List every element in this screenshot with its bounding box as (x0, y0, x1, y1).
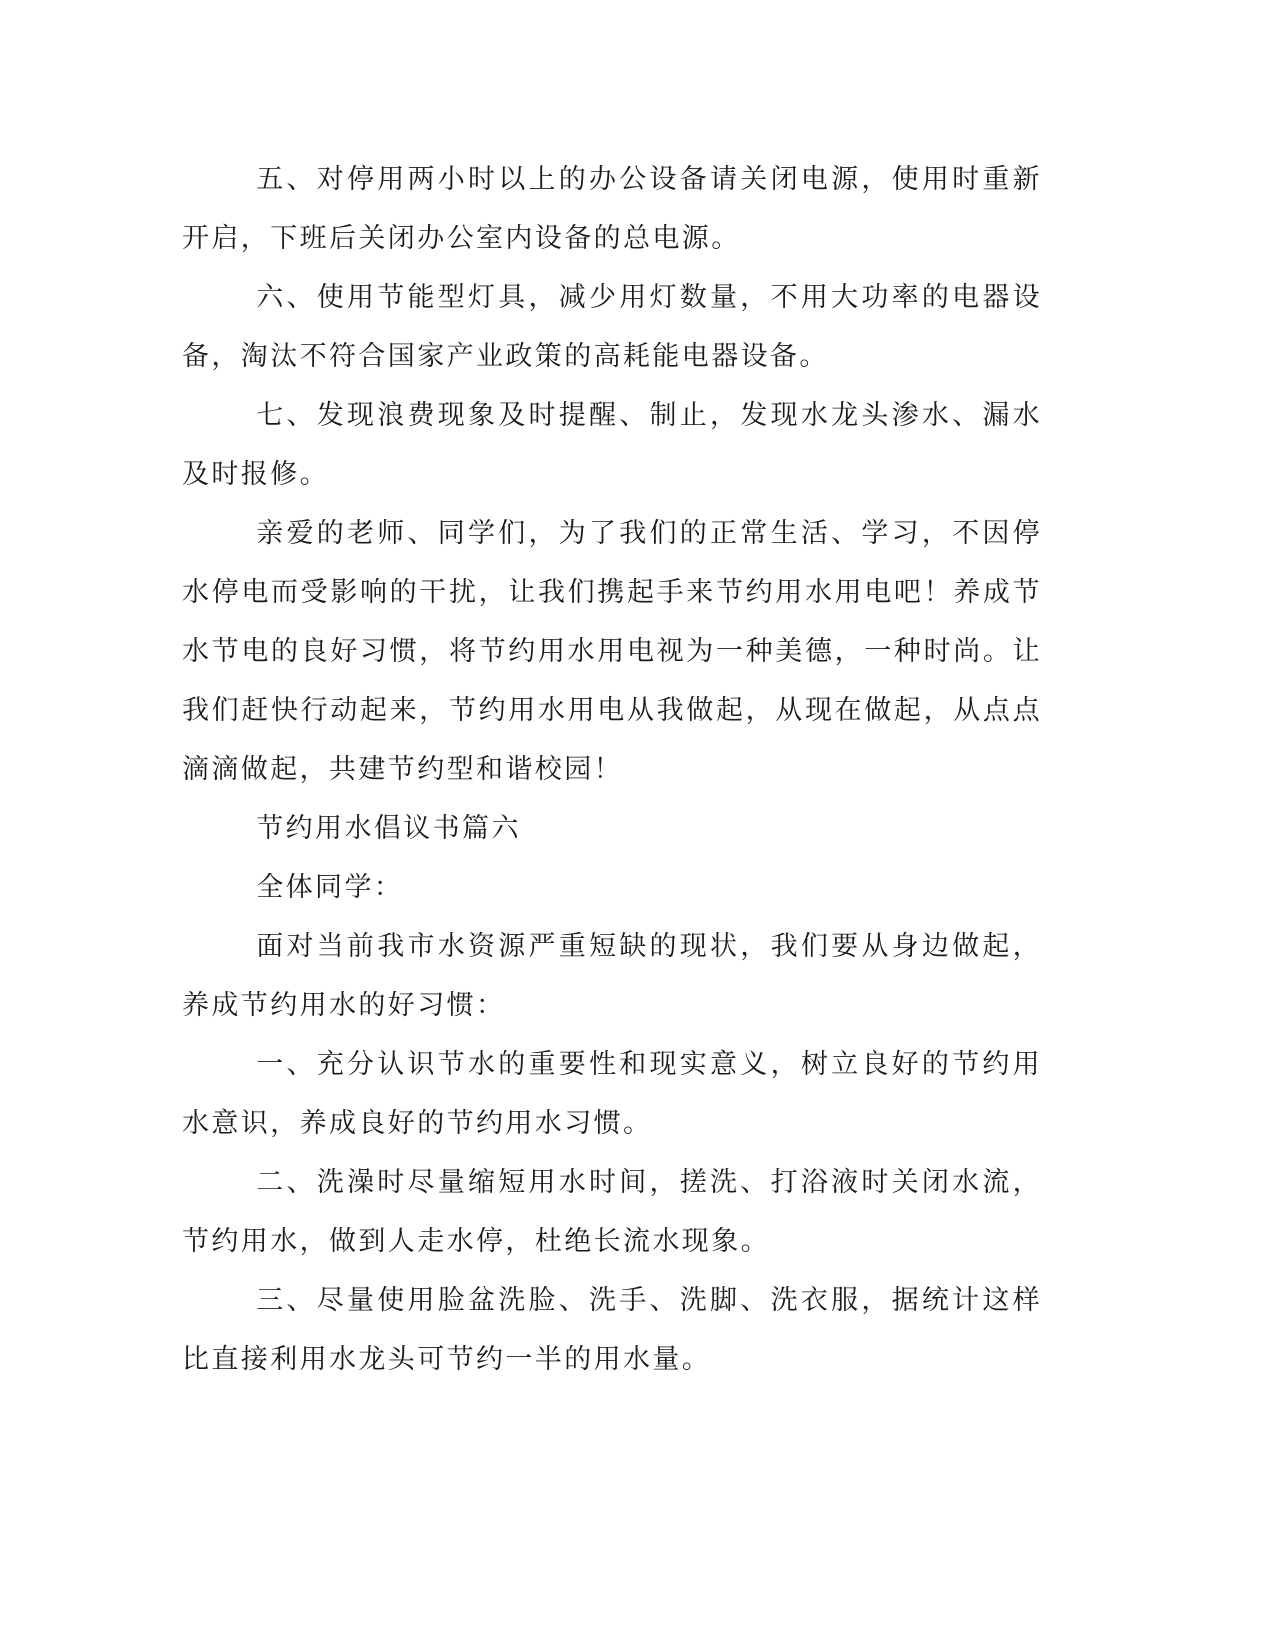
section-heading: 节约用水倡议书篇六 (256, 813, 521, 844)
paragraph-item-6: 六、使用节能型灯具，减少用灯数量，不用大功率的电器设备，淘汰不符合国家产业政策的高耗能电器设备。 (182, 282, 1042, 372)
paragraph-item-7: 七、发现浪费现象及时提醒、制止，发现水龙头渗水、漏水及时报修。 (182, 400, 1042, 490)
paragraph-item-5: 五、对停用两小时以上的办公设备请关闭电源，使用时重新开启，下班后关闭办公室内设备的总电源。 (182, 164, 1042, 254)
paragraph-item-2: 二、洗澡时尽量缩短用水时间，搓洗、打浴液时关闭水流，节约用水，做到人走水停，杜绝长流水现象。 (182, 1167, 1042, 1257)
document-body (182, 150, 1042, 1389)
intro-paragraph: 面对当前我市水资源严重短缺的现状，我们要从身边做起，养成节约用水的好习惯： (182, 931, 1042, 1021)
paragraph-item-3: 三、尽量使用脸盆洗脸、洗手、洗脚、洗衣服，据统计这样比直接利用水龙头可节约一半的用水量。 (182, 1285, 1042, 1375)
closing-appeal-paragraph: 亲爱的老师、同学们，为了我们的正常生活、学习，不因停水停电而受影响的干扰，让我们携起手来节约用水用电吧！养成节水节电的良好习惯，将节约用水用电视为一种美德，一种时尚。让我们赶快行动起来，节约用水用电从我做起，从现在做起，从点点滴滴做起，共建节约型和谐校园！ (182, 518, 1042, 785)
salutation: 全体同学： (256, 872, 404, 903)
paragraph-item-1: 一、充分认识节水的重要性和现实意义，树立良好的节约用水意识，养成良好的节约用水习惯。 (182, 1049, 1042, 1139)
